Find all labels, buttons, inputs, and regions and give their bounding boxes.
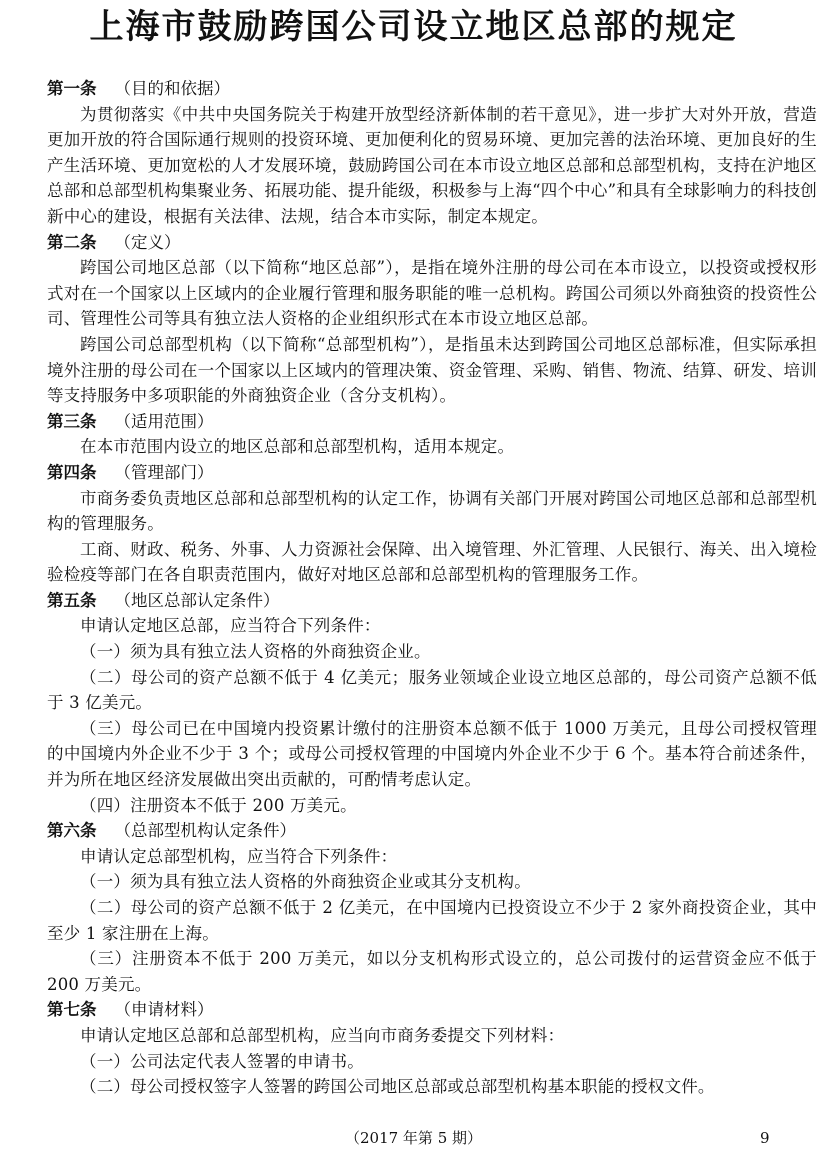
article-number: 第五条 [47, 590, 97, 610]
list-item: （二）母公司的资产总额不低于 4 亿美元；服务业领域企业设立地区总部的，母公司资产总额不低于 3 亿美元。 [47, 667, 817, 713]
article-number: 第一条 [47, 79, 97, 98]
paragraph: 在本市范围内设立的地区总部和总部型机构，适用本规定。 [80, 437, 515, 457]
paragraph: 申请认定地区总部，应当符合下列条件： [80, 616, 381, 636]
article-topic: （适用范围） [114, 411, 214, 431]
list-item: （三）母公司已在中国境内投资累计缴付的注册资本总额不低于 1000 万美元，且母公司授权管理的中国境内外企业不少于 3 个；或母公司授权管理的中国境内外企业不少于 6 个。基本符合前述条件，并为所在地区经济发展做出突出贡献的，可酌情考虑认定。 [47, 718, 817, 790]
article-number: 第六条 [47, 821, 97, 841]
article-topic: （地区总部认定条件） [114, 590, 280, 610]
page-number: 9 [760, 1129, 770, 1147]
article-heading [47, 76, 817, 102]
article-number: 第三条 [47, 411, 97, 431]
article-topic: （定义） [114, 232, 181, 252]
article-topic: （管理部门） [114, 462, 214, 482]
document-body [47, 76, 817, 1100]
paragraph: 市商务委负责地区总部和总部型机构的认定工作，协调有关部门开展对跨国公司地区总部和总部型机构的管理服务。 [47, 488, 817, 534]
paragraph: 跨国公司地区总部（以下简称“地区总部”），是指在境外注册的母公司在本市设立，以投资或授权形式对在一个国家以上区域内的企业履行管理和服务职能的唯一总机构。跨国公司须以外商独资的投资性公司、管理性公司等具有独立法人资格的企业组织形式在本市设立地区总部。 [47, 258, 817, 329]
list-item: （一）须为具有独立法人资格的外商独资企业或其分支机构。 [80, 872, 531, 892]
article-heading [47, 409, 817, 435]
paragraph: 申请认定总部型机构，应当符合下列条件： [80, 846, 398, 866]
list-item: （一）须为具有独立法人资格的外商独资企业。 [80, 642, 431, 662]
document-title: 上海市鼓励跨国公司设立地区总部的规定 [89, 7, 738, 47]
article-heading [47, 818, 817, 844]
list-item: （二）母公司的资产总额不低于 2 亿美元，在中国境内已投资设立不少于 2 家外商投资企业，其中至少 1 家注册在上海。 [47, 898, 817, 943]
paragraph: 申请认定地区总部和总部型机构，应当向市商务委提交下列材料： [80, 1025, 565, 1045]
article-topic: （申请材料） [114, 1000, 214, 1020]
paragraph: 为贯彻落实《中共中央国务院关于构建开放型经济新体制的若干意见》，进一步扩大对外开放，营造更加开放的符合国际通行规则的投资环境、更加便利化的贸易环境、更加完善的法治环境、更加良好的生产生活环境、更加宽松的人才发展环境，鼓励跨国公司在本市设立地区总部和总部型机构，支持在沪地区总部和总部型机构集聚业务、拓展功能、提升能级，积极参与上海“四个中心”和具有全球影响力的科技创新中心的建设，根据有关法律、法规，结合本市实际，制定本规定。 [47, 104, 817, 226]
article-number: 第七条 [47, 1000, 97, 1020]
article-heading [47, 460, 817, 486]
list-item: （三）注册资本不低于 200 万美元，如以分支机构形式设立的，总公司拨付的运营资金应不低于 200 万美元。 [47, 949, 817, 994]
list-item: （四）注册资本不低于 200 万美元。 [80, 795, 357, 815]
paragraph: 工商、财政、税务、外事、人力资源社会保障、出入境管理、外汇管理、人民银行、海关、出入境检验检疫等部门在各自职责范围内，做好对地区总部和总部型机构的管理服务工作。 [47, 539, 817, 585]
list-item: （一）公司法定代表人签署的申请书。 [80, 1051, 364, 1071]
article-number: 第二条 [47, 232, 97, 252]
article-number: 第四条 [47, 462, 97, 482]
list-item: （二）母公司授权签字人签署的跨国公司地区总部或总部型机构基本职能的授权文件。 [80, 1077, 715, 1097]
article-topic: （目的和依据） [114, 79, 230, 98]
article-heading [47, 588, 817, 614]
article-topic: （总部型机构认定条件） [114, 821, 296, 841]
paragraph: 跨国公司总部型机构（以下简称“总部型机构”），是指虽未达到跨国公司地区总部标准，但实际承担境外注册的母公司在一个国家以上区域内的管理决策、资金管理、采购、销售、物流、结算、研发、培训等支持服务中多项职能的外商独资企业（含分支机构）。 [47, 334, 817, 406]
article-heading [47, 230, 817, 256]
issue-label: （2017 年第 5 期） [344, 1129, 483, 1147]
article-heading [47, 997, 817, 1023]
